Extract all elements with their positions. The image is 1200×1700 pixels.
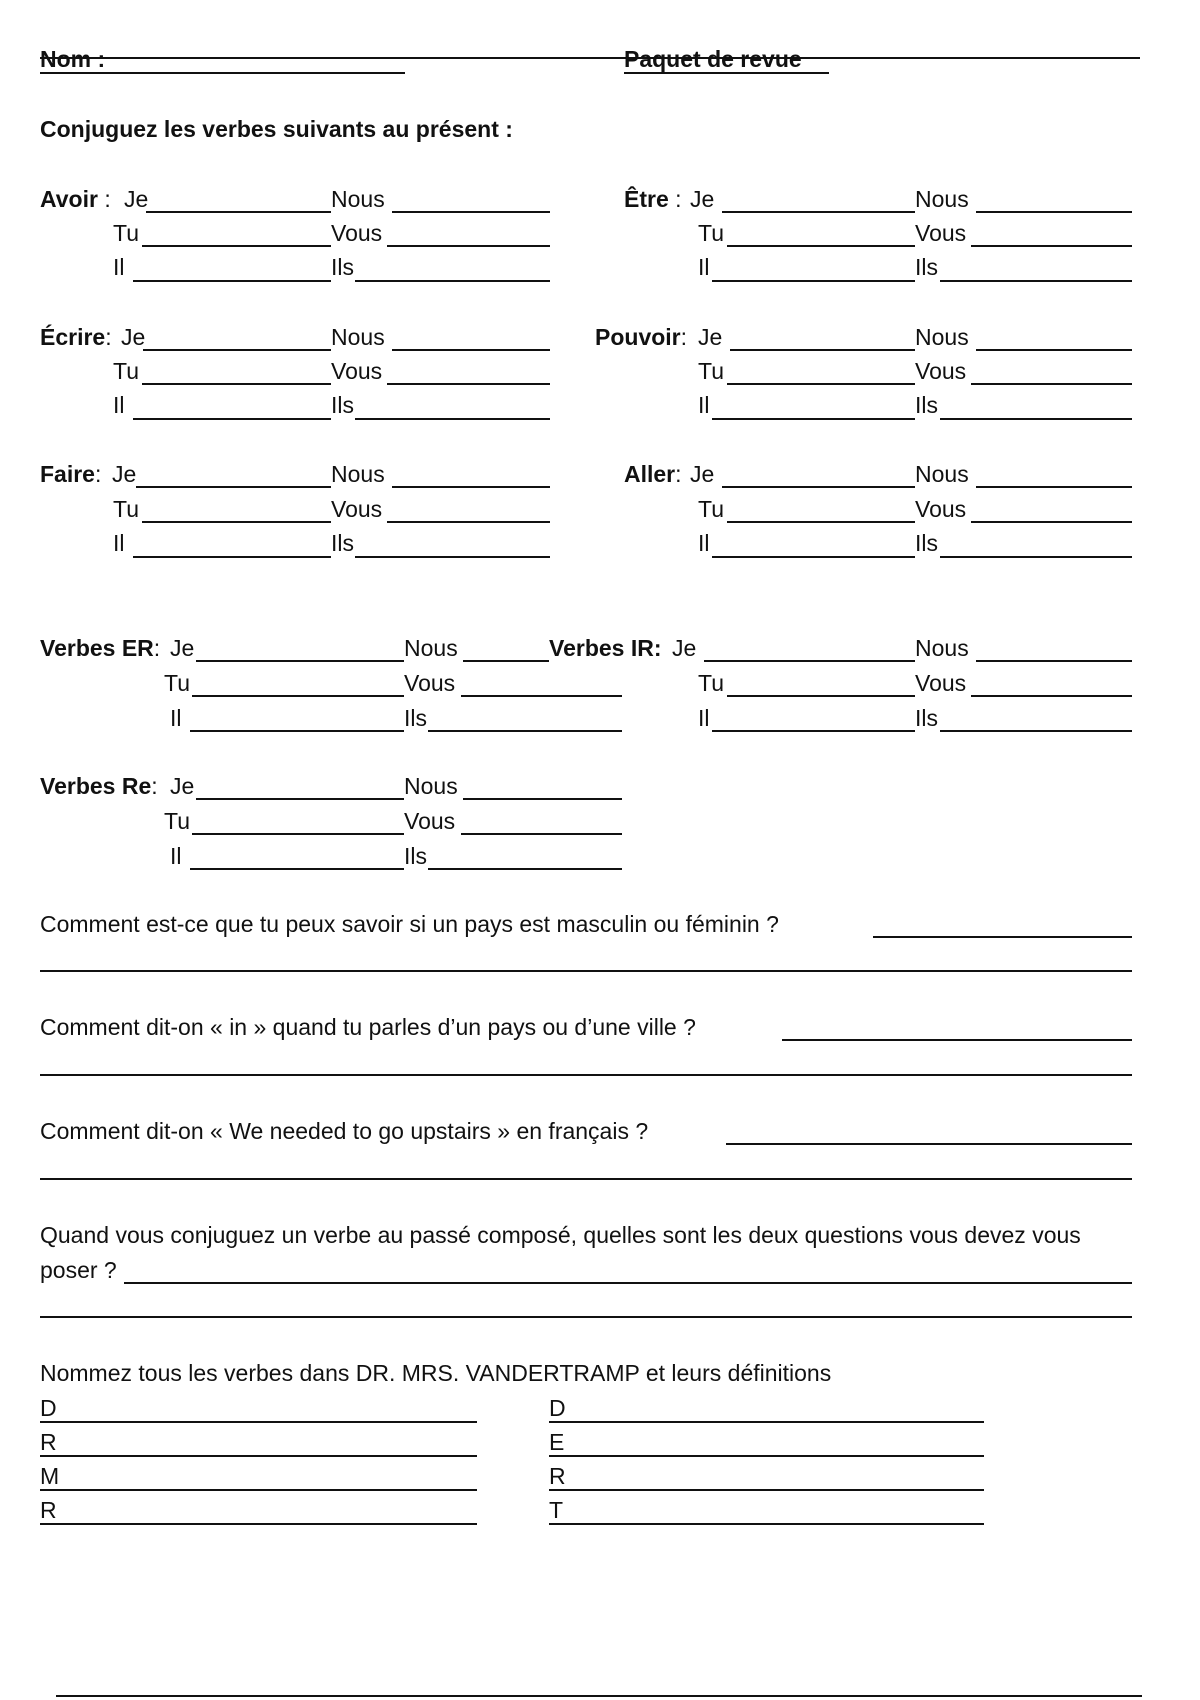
pronoun-tu: Tu (113, 358, 139, 384)
pronoun-vous: Vous (915, 670, 967, 696)
pronoun-je: Je (112, 461, 137, 487)
blank-aller-il[interactable] (712, 556, 915, 558)
pronoun-tu: Tu (698, 358, 724, 384)
pronoun-il: Il (698, 254, 710, 280)
header-rule (40, 57, 1140, 59)
blank-pouvoir-nous[interactable] (976, 349, 1132, 351)
blank-etre-nous[interactable] (976, 211, 1132, 213)
pronoun-vous: Vous (915, 496, 967, 522)
blank-faire-nous[interactable] (392, 486, 550, 488)
blank-er-ils[interactable] (428, 730, 622, 732)
pronoun-tu: Tu (698, 496, 724, 522)
blank-ecrire-je[interactable] (143, 349, 331, 351)
pronoun-nous: Nous (404, 773, 458, 799)
blank-aller-tu[interactable] (727, 521, 915, 523)
blank-avoir-je[interactable] (146, 211, 331, 213)
letter-left-line[interactable] (40, 1455, 477, 1457)
question-2: Comment dit-on « in » quand tu parles d’un pays ou d’une ville ? (40, 1014, 696, 1040)
pronoun-ils: Ils (404, 843, 427, 869)
pronoun-vous: Vous (404, 670, 456, 696)
answer-4-line-a[interactable] (124, 1282, 1132, 1284)
verb-label-avoir: Avoir : (40, 186, 111, 212)
letter-right-line[interactable] (549, 1455, 984, 1457)
letter-right: D (549, 1395, 566, 1421)
blank-ir-je[interactable] (704, 660, 915, 662)
verb-label-pouvoir: Pouvoir: (595, 324, 688, 350)
pronoun-je: Je (672, 635, 697, 661)
blank-faire-ils[interactable] (355, 556, 550, 558)
letter-left: M (40, 1463, 60, 1489)
blank-faire-vous[interactable] (387, 521, 550, 523)
verb-label-verbes-er: Verbes ER: (40, 635, 161, 661)
blank-avoir-vous[interactable] (387, 245, 550, 247)
verb-label-faire: Faire: (40, 461, 102, 487)
blank-er-il[interactable] (190, 730, 404, 732)
pronoun-ils: Ils (331, 392, 354, 418)
blank-re-il[interactable] (190, 868, 404, 870)
pronoun-tu: Tu (698, 220, 724, 246)
answer-4-line-b[interactable] (40, 1316, 1132, 1318)
name-line[interactable] (40, 72, 405, 74)
pronoun-ils: Ils (915, 254, 938, 280)
blank-etre-vous[interactable] (971, 245, 1132, 247)
pronoun-nous: Nous (915, 324, 969, 350)
letter-right: E (549, 1429, 565, 1455)
blank-ecrire-vous[interactable] (387, 383, 550, 385)
blank-er-je[interactable] (196, 660, 404, 662)
blank-er-nous[interactable] (463, 660, 549, 662)
blank-ir-nous[interactable] (976, 660, 1132, 662)
answer-1-line-b[interactable] (40, 970, 1132, 972)
blank-aller-je[interactable] (722, 486, 915, 488)
instruction: Conjuguez les verbes suivants au présent : (40, 116, 513, 142)
blank-er-vous[interactable] (461, 695, 622, 697)
blank-pouvoir-vous[interactable] (971, 383, 1132, 385)
pronoun-il: Il (113, 254, 125, 280)
letter-right-line[interactable] (549, 1421, 984, 1423)
pronoun-vous: Vous (404, 808, 456, 834)
answer-3-line-a[interactable] (726, 1143, 1132, 1145)
blank-faire-tu[interactable] (142, 521, 331, 523)
pronoun-je: Je (121, 324, 146, 350)
pronoun-je: Je (690, 461, 715, 487)
letter-left-line[interactable] (40, 1421, 477, 1423)
pronoun-vous: Vous (915, 358, 967, 384)
pronoun-vous: Vous (331, 358, 383, 384)
verb-label-aller: Aller: (624, 461, 682, 487)
question-3: Comment dit-on « We needed to go upstairs » en français ? (40, 1118, 649, 1144)
blank-avoir-tu[interactable] (142, 245, 331, 247)
blank-etre-je[interactable] (722, 211, 915, 213)
pronoun-il: Il (113, 392, 125, 418)
blank-pouvoir-tu[interactable] (727, 383, 915, 385)
letter-left-line[interactable] (40, 1489, 477, 1491)
pronoun-tu: Tu (113, 496, 139, 522)
blank-ir-vous[interactable] (971, 695, 1132, 697)
pronoun-vous: Vous (331, 496, 383, 522)
answer-2-line-a[interactable] (782, 1039, 1132, 1041)
pronoun-il: Il (698, 392, 710, 418)
letter-right: T (549, 1497, 564, 1523)
letter-left: D (40, 1395, 57, 1421)
letter-left: R (40, 1429, 57, 1455)
blank-avoir-il[interactable] (133, 280, 331, 282)
pronoun-il: Il (698, 530, 710, 556)
vandertramp-prompt: Nommez tous les verbes dans DR. MRS. VANDERTRAMP et leurs définitions (40, 1360, 832, 1386)
verb-label-etre: Être : (624, 186, 682, 212)
pronoun-je: Je (170, 773, 195, 799)
blank-ir-tu[interactable] (727, 695, 915, 697)
blank-aller-nous[interactable] (976, 486, 1132, 488)
pronoun-vous: Vous (915, 220, 967, 246)
letter-right-line[interactable] (549, 1523, 984, 1525)
blank-etre-tu[interactable] (727, 245, 915, 247)
answer-2-line-b[interactable] (40, 1074, 1132, 1076)
question-1: Comment est-ce que tu peux savoir si un pays est masculin ou féminin ? (40, 911, 779, 937)
pronoun-je: Je (690, 186, 715, 212)
verb-label-ecrire: Écrire: (40, 324, 112, 350)
blank-re-nous[interactable] (463, 798, 622, 800)
blank-ecrire-tu[interactable] (142, 383, 331, 385)
pronoun-ils: Ils (915, 530, 938, 556)
letter-left-line[interactable] (40, 1523, 477, 1525)
pronoun-nous: Nous (915, 461, 969, 487)
blank-pouvoir-ils[interactable] (940, 418, 1132, 420)
pronoun-nous: Nous (915, 186, 969, 212)
blank-aller-ils[interactable] (940, 556, 1132, 558)
pronoun-nous: Nous (915, 635, 969, 661)
pronoun-ils: Ils (331, 530, 354, 556)
pronoun-tu: Tu (164, 808, 190, 834)
pronoun-ils: Ils (331, 254, 354, 280)
packet-title-underline (624, 72, 829, 74)
blank-etre-ils[interactable] (940, 280, 1132, 282)
blank-ir-ils[interactable] (940, 730, 1132, 732)
blank-pouvoir-je[interactable] (730, 349, 915, 351)
pronoun-ils: Ils (404, 705, 427, 731)
letter-left: R (40, 1497, 57, 1523)
blank-ir-il[interactable] (712, 730, 915, 732)
blank-ecrire-il[interactable] (133, 418, 331, 420)
pronoun-je: Je (170, 635, 195, 661)
packet-title: Paquet de revue (624, 46, 802, 72)
pronoun-je: Je (124, 186, 149, 212)
pronoun-ils: Ils (915, 392, 938, 418)
pronoun-tu: Tu (698, 670, 724, 696)
pronoun-nous: Nous (331, 186, 385, 212)
blank-re-ils[interactable] (428, 868, 622, 870)
pronoun-il: Il (698, 705, 710, 731)
verb-label-verbes-ir: Verbes IR: (549, 635, 662, 661)
blank-er-tu[interactable] (192, 695, 404, 697)
pronoun-il: Il (170, 705, 182, 731)
blank-faire-je[interactable] (136, 486, 331, 488)
blank-etre-il[interactable] (712, 280, 915, 282)
pronoun-vous: Vous (331, 220, 383, 246)
pronoun-il: Il (170, 843, 182, 869)
letter-right-line[interactable] (549, 1489, 984, 1491)
name-label: Nom : (40, 46, 106, 72)
blank-faire-il[interactable] (133, 556, 331, 558)
pronoun-nous: Nous (331, 324, 385, 350)
answer-1-line-a[interactable] (873, 936, 1132, 938)
blank-ecrire-ils[interactable] (355, 418, 550, 420)
pronoun-nous: Nous (404, 635, 458, 661)
blank-re-je[interactable] (196, 798, 404, 800)
blank-avoir-ils[interactable] (355, 280, 550, 282)
blank-re-vous[interactable] (461, 833, 622, 835)
footer-rule (56, 1695, 1142, 1697)
blank-ecrire-nous[interactable] (392, 349, 550, 351)
blank-pouvoir-il[interactable] (712, 418, 915, 420)
answer-3-line-b[interactable] (40, 1178, 1132, 1180)
blank-aller-vous[interactable] (971, 521, 1132, 523)
letter-right: R (549, 1463, 566, 1489)
blank-avoir-nous[interactable] (392, 211, 550, 213)
verb-label-verbes-re: Verbes Re: (40, 773, 158, 799)
pronoun-il: Il (113, 530, 125, 556)
pronoun-je: Je (698, 324, 723, 350)
blank-re-tu[interactable] (192, 833, 404, 835)
pronoun-ils: Ils (915, 705, 938, 731)
question-4-continued: poser ? (40, 1257, 117, 1283)
pronoun-tu: Tu (113, 220, 139, 246)
question-4: Quand vous conjuguez un verbe au passé composé, quelles sont les deux questions vous devez vous (40, 1222, 1081, 1248)
pronoun-nous: Nous (331, 461, 385, 487)
pronoun-tu: Tu (164, 670, 190, 696)
